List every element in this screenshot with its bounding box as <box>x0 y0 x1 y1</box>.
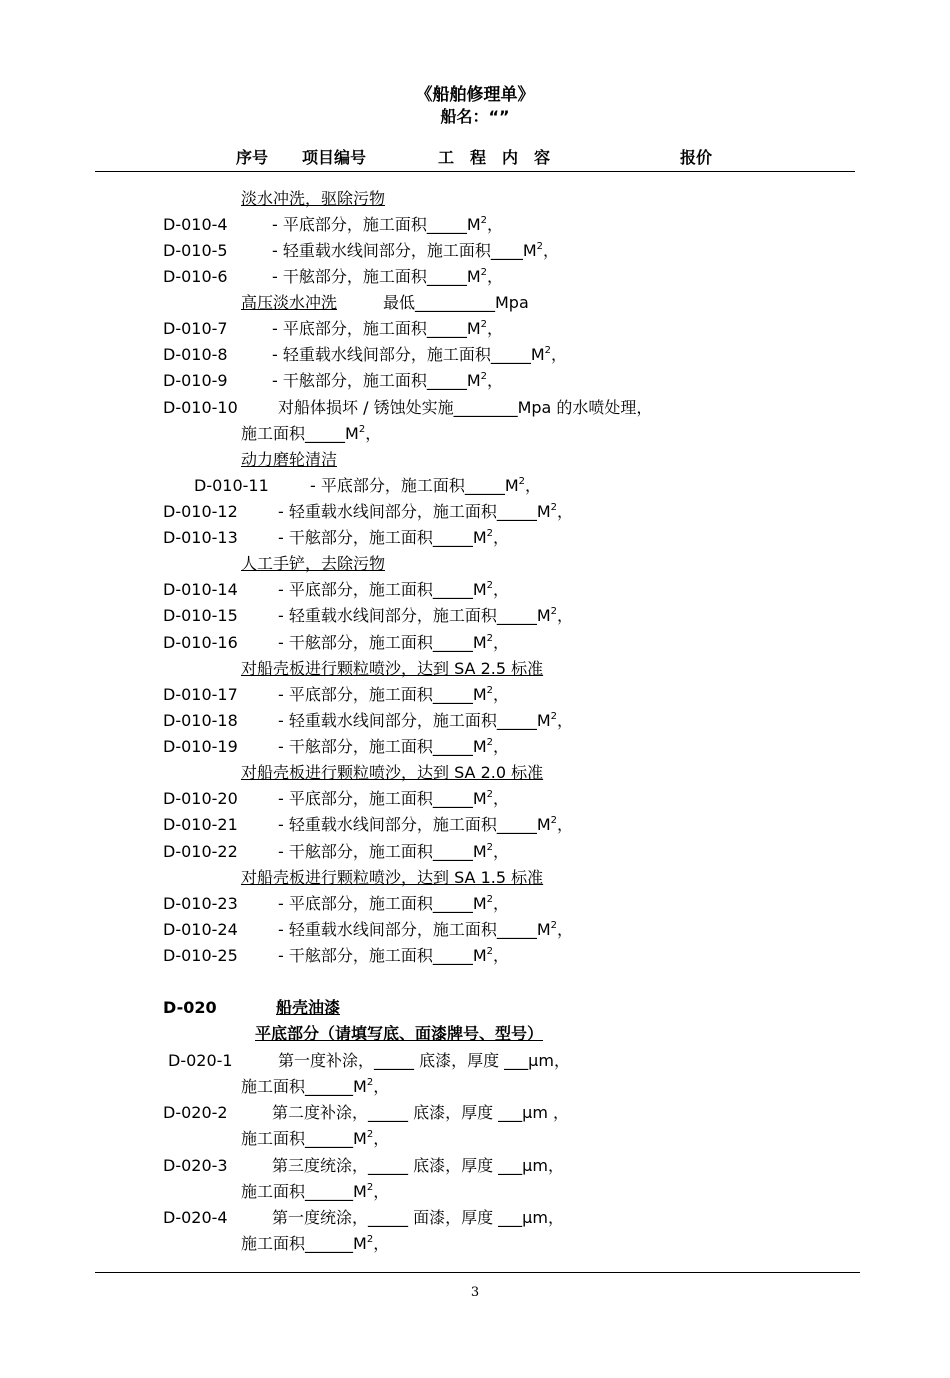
item-description: - 干舷部分，施工面积$\_\_\_\_\_M^2$， <box>272 266 504 286</box>
item-code: D-020-4 <box>163 1208 228 1227</box>
item-code: D-010-8 <box>163 345 228 364</box>
item-description: - 轻重载水线间部分，施工面积$\_\_\_\_\_M^2$， <box>278 710 574 730</box>
item-code: D-010-13 <box>163 528 238 547</box>
item-code: D-010-15 <box>163 606 238 625</box>
item-description: 施工面积$\_\_\_\_\_M^2$， <box>241 423 382 443</box>
item-code: D-010-18 <box>163 711 238 730</box>
document-title: 《船舶修理单》 <box>415 85 535 105</box>
item-code: D-010-9 <box>163 371 228 390</box>
item-code: D-010-10 <box>163 398 238 417</box>
subsection-flat-bottom: 平底部分（请填写底、面漆牌号、型号） <box>255 1024 544 1043</box>
item-code: D-010-14 <box>163 580 238 599</box>
item-code: D-010-16 <box>163 633 238 652</box>
item-description: - 干舷部分，施工面积$\_\_\_\_\_M^2$， <box>278 841 510 861</box>
item-code: D-010-21 <box>163 815 238 834</box>
item-area: 施工面积$\_\_\_\_\_\_M^2$， <box>241 1128 390 1148</box>
section-code-d020: D-020 <box>163 998 217 1017</box>
item-description: - 干舷部分，施工面积$\_\_\_\_\_M^2$， <box>278 945 510 965</box>
item-description: - 干舷部分，施工面积$\_\_\_\_\_M^2$， <box>272 370 504 390</box>
item-code: D-020-3 <box>163 1156 228 1175</box>
column-header-work-content: 工 程 内 容 <box>438 148 551 167</box>
item-area: 施工面积$\_\_\_\_\_\_M^2$， <box>241 1233 390 1253</box>
ship-name: 船名：“” <box>440 107 510 126</box>
item-code: D-010-22 <box>163 842 238 861</box>
item-area: 施工面积$\_\_\_\_\_\_M^2$， <box>241 1076 390 1096</box>
item-code: D-020-1 <box>168 1051 233 1070</box>
item-area: 施工面积$\_\_\_\_\_\_M^2$， <box>241 1181 390 1201</box>
section-manual-scraping: 人工手铲，去除污物 <box>241 554 386 573</box>
item-description: - 平底部分，施工面积$\_\_\_\_\_M^2$， <box>278 579 510 599</box>
item-description: 第一度补涂，_____ 底漆，厚度 ___μm， <box>278 1051 570 1070</box>
item-description: - 轻重载水线间部分，施工面积$\_\_\_\_\_M^2$， <box>278 501 574 521</box>
item-description: - 干舷部分，施工面积$\_\_\_\_\_M^2$， <box>278 632 510 652</box>
page-number: 3 <box>470 1285 480 1300</box>
item-description: - 平底部分，施工面积$\_\_\_\_\_M^2$， <box>278 684 510 704</box>
column-header-serial: 序号 <box>236 148 269 167</box>
item-description: 第二度补涂，_____ 底漆，厚度 ___μm ， <box>272 1103 570 1122</box>
item-code: D-010-7 <box>163 319 228 338</box>
item-description: - 轻重载水线间部分，施工面积$\_\_\_\_\_M^2$， <box>278 605 574 625</box>
item-description: 对船体损坏 / 锈蚀处实施________Mpa 的水喷处理， <box>278 398 653 417</box>
column-header-price: 报价 <box>680 148 713 167</box>
section-power-grinding: 动力磨轮清洁 <box>241 450 338 469</box>
item-code: D-010-20 <box>163 789 238 808</box>
item-description: - 平底部分，施工面积$\_\_\_\_\_M^2$， <box>278 893 510 913</box>
item-code: D-010-11 <box>194 476 269 495</box>
item-description: 第三度统涂，_____ 底漆，厚度 ___μm， <box>272 1156 564 1175</box>
item-description: - 干舷部分，施工面积$\_\_\_\_\_M^2$， <box>278 736 510 756</box>
item-description: - 干舷部分，施工面积$\_\_\_\_\_M^2$， <box>278 527 510 547</box>
section-fresh-water-wash: 淡水冲洗，驱除污物 <box>241 189 386 208</box>
item-code: D-010-12 <box>163 502 238 521</box>
item-code: D-020-2 <box>163 1103 228 1122</box>
item-code: D-010-4 <box>163 215 228 234</box>
section-hull-painting: 船壳油漆 <box>276 998 341 1017</box>
item-code: D-010-19 <box>163 737 238 756</box>
section-blasting-sa20: 对船壳板进行颗粒喷沙，达到 SA 2.0 标准 <box>241 763 544 782</box>
item-code: D-010-17 <box>163 685 238 704</box>
high-pressure-minimum: 最低__________Mpa <box>383 293 529 312</box>
item-description: - 平底部分，施工面积$\_\_\_\_\_M^2$， <box>272 214 504 234</box>
item-description: - 轻重载水线间部分，施工面积$\_\_\_\_\_M^2$， <box>272 344 568 364</box>
section-blasting-sa15: 对船壳板进行颗粒喷沙，达到 SA 1.5 标准 <box>241 868 544 887</box>
item-description: - 轻重载水线间部分，施工面积$\_\_\_\_\_M^2$， <box>278 814 574 834</box>
item-description: - 平底部分，施工面积$\_\_\_\_\_M^2$， <box>272 318 504 338</box>
column-header-item-code: 项目编号 <box>302 148 367 167</box>
item-description: 第一度统涂，_____ 面漆，厚度 ___μm， <box>272 1208 564 1227</box>
item-description: - 平底部分，施工面积$\_\_\_\_\_M^2$， <box>310 475 542 495</box>
item-code: D-010-23 <box>163 894 238 913</box>
header-divider <box>95 171 855 172</box>
section-high-pressure-wash: 高压淡水冲洗 <box>241 293 338 312</box>
footer-divider <box>95 1272 860 1273</box>
item-description: - 平底部分，施工面积$\_\_\_\_\_M^2$， <box>278 788 510 808</box>
item-description: - 轻重载水线间部分，施工面积$\_\_\_\_M^2$， <box>272 240 560 260</box>
item-description: - 轻重载水线间部分，施工面积$\_\_\_\_\_M^2$， <box>278 919 574 939</box>
item-code: D-010-24 <box>163 920 238 939</box>
item-code: D-010-5 <box>163 241 228 260</box>
item-code: D-010-6 <box>163 267 228 286</box>
item-code: D-010-25 <box>163 946 238 965</box>
section-blasting-sa25: 对船壳板进行颗粒喷沙，达到 SA 2.5 标准 <box>241 659 544 678</box>
